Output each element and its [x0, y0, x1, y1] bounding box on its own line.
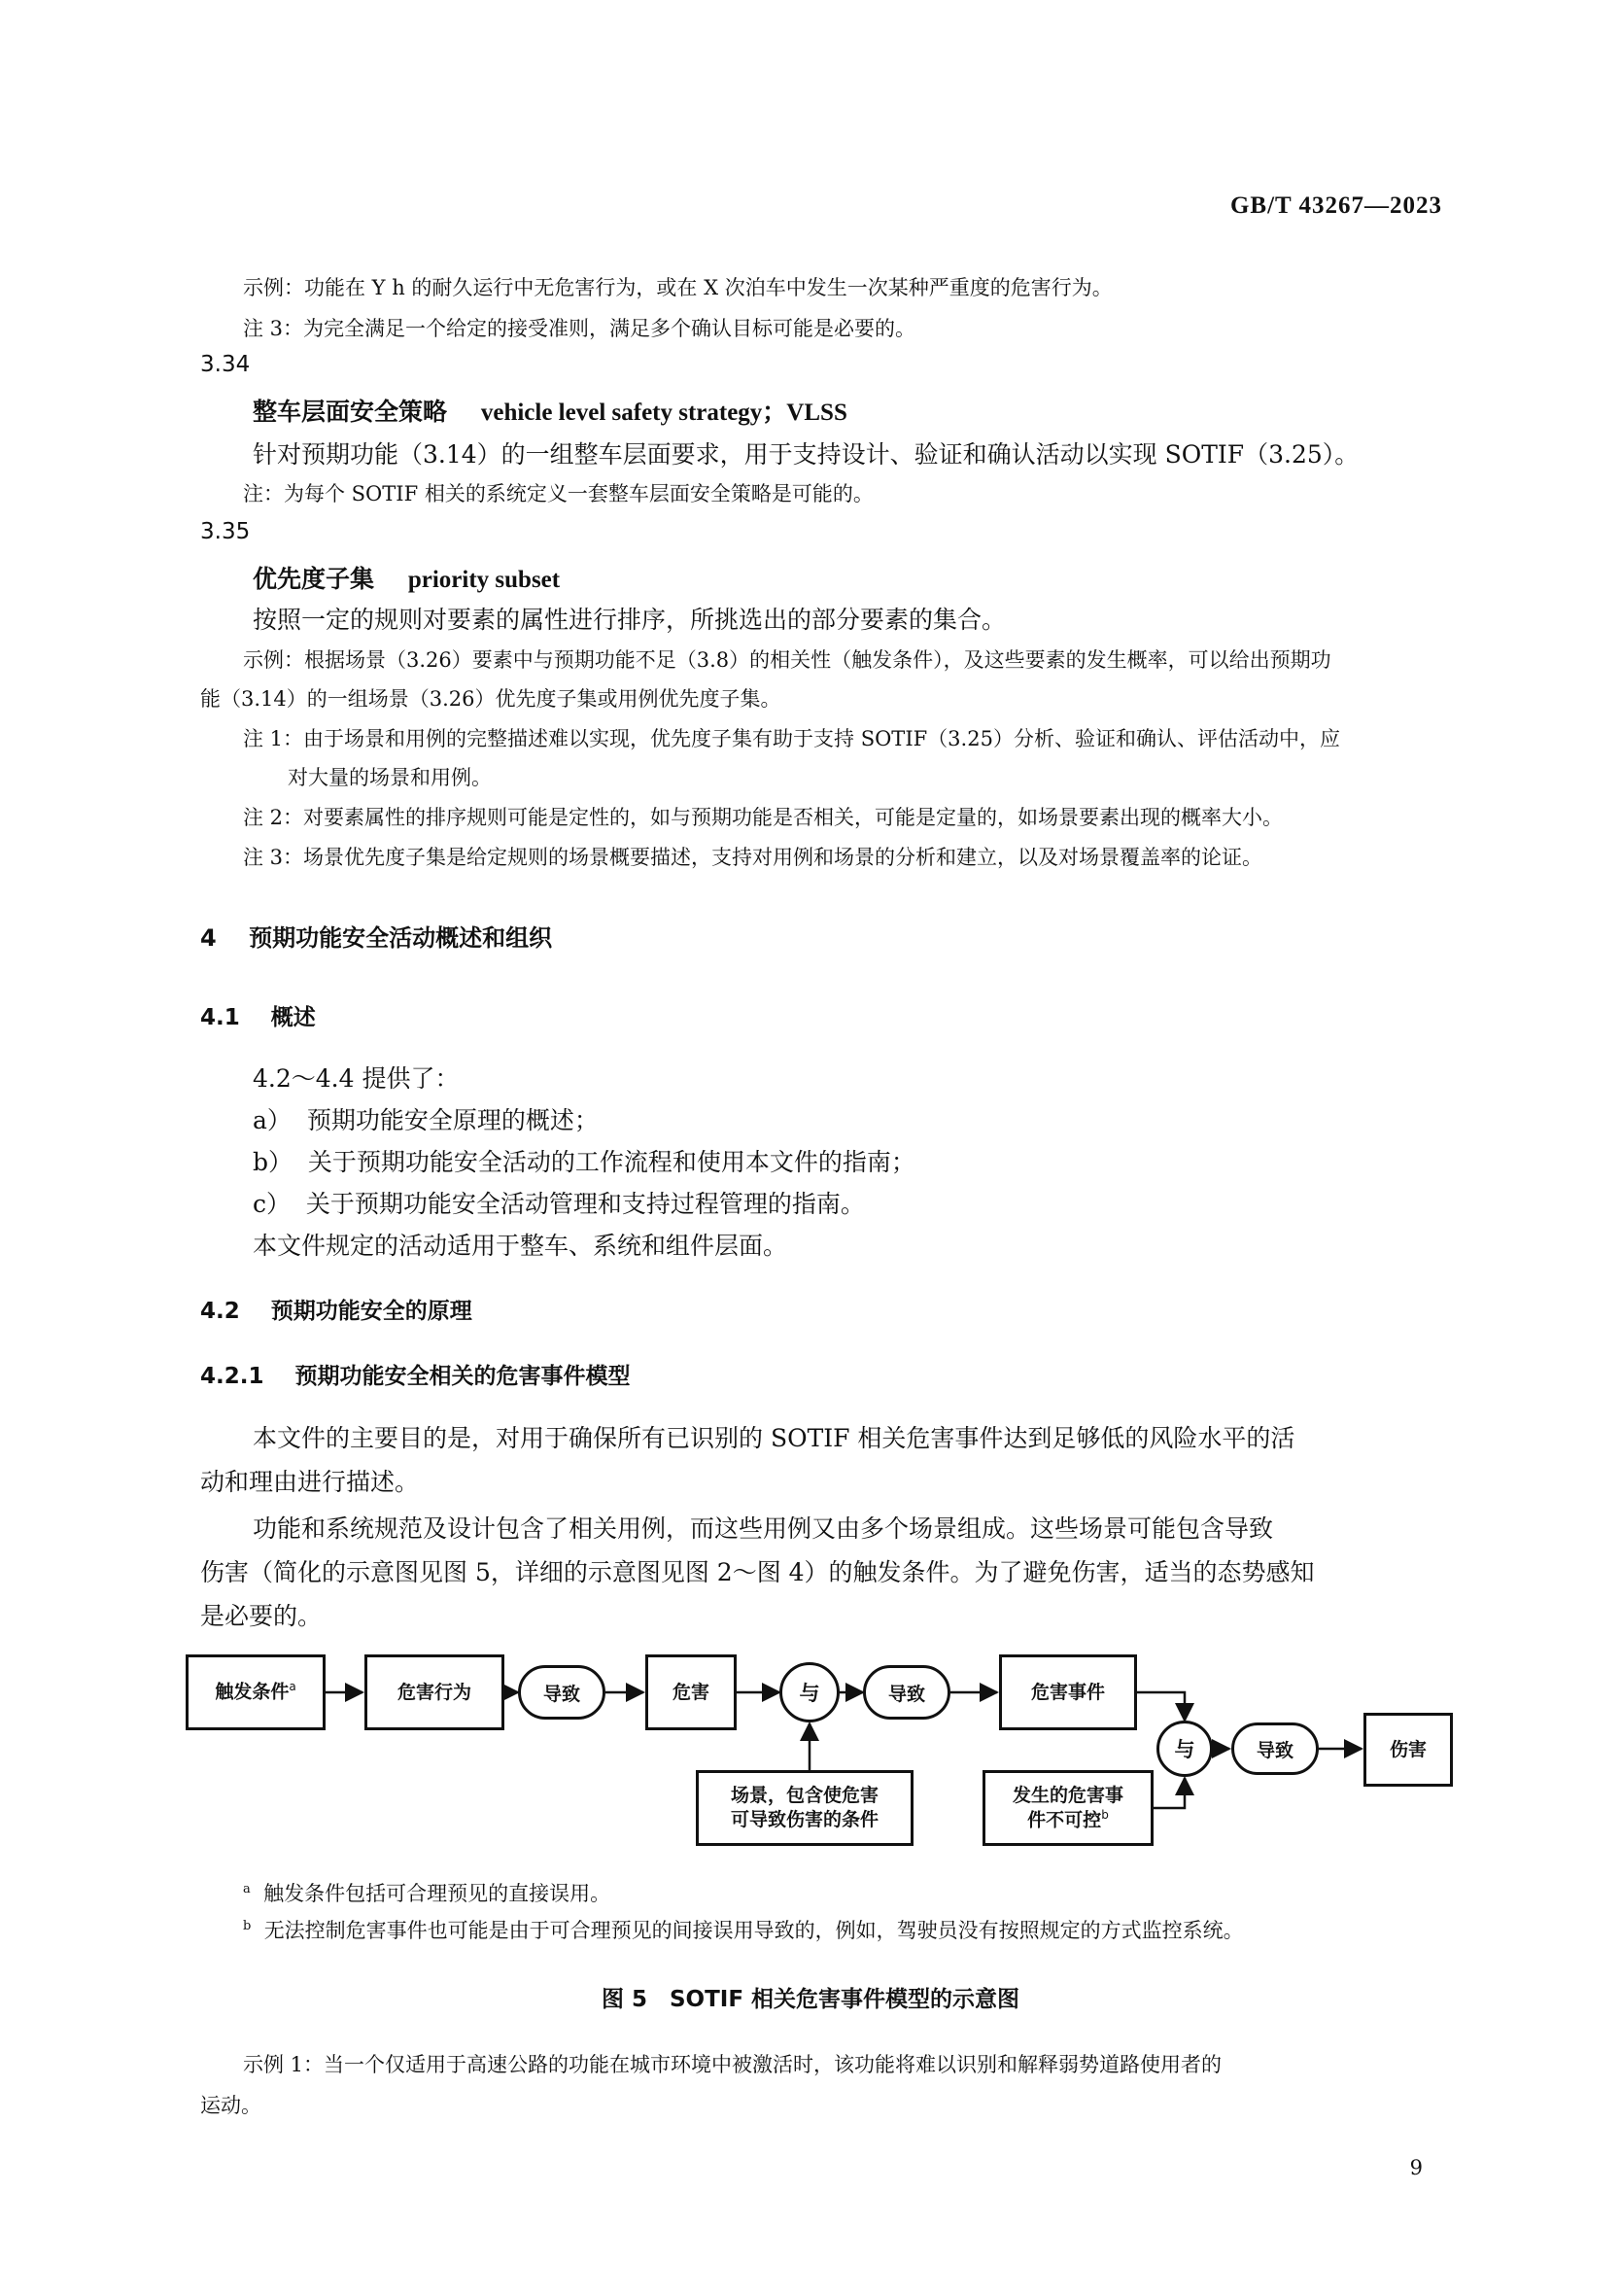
clause-3-35-note1-line1: 注 1：由于场景和用例的完整描述难以实现，优先度子集有助于支持 SOTIF（3.25）分析、验证和确认、评估活动中，应: [243, 727, 1340, 750]
clause-3-35-term: [253, 560, 560, 595]
list-marker: a）: [253, 1106, 292, 1134]
list-marker: c）: [253, 1190, 292, 1218]
top-note-3: 注 3：为完全满足一个给定的接受准则，满足多个确认目标可能是必要的。: [243, 317, 916, 340]
footnote-a: [243, 1878, 610, 1907]
section-4-1-closing: 本文件规定的活动适用于整车、系统和组件层面。: [253, 1232, 788, 1260]
section-4-title: 预期功能安全活动概述和组织: [249, 924, 553, 952]
section-4-2-title: 预期功能安全的原理: [270, 1299, 472, 1324]
section-4-2-1-p2-line3: 是必要的。: [200, 1602, 323, 1630]
footnote-b-text: 无法控制危害事件也可能是由于可合理预见的间接误用导致的，例如，驾驶员没有按照规定的方式监控系统。: [263, 1919, 1244, 1942]
clause-3-35-definition: 按照一定的规则对要素的属性进行排序，所挑选出的部分要素的集合。: [253, 606, 1007, 634]
uncontrol-footnote-mark: b: [1101, 1807, 1109, 1822]
scenario-line1: 场景，包含使危害: [730, 1785, 879, 1807]
term-en: priority subset: [407, 567, 561, 593]
section-4-1-heading: [200, 999, 316, 1031]
footnote-b-mark: b: [243, 1919, 252, 1933]
term-cn: 整车层面安全策略: [253, 398, 448, 426]
hazardous-behavior-box: 危害行为: [364, 1654, 504, 1730]
page-number: 9: [1409, 2156, 1423, 2179]
list-item-b: [253, 1143, 915, 1178]
section-4-1-intro: 4.2～4.4 提供了：: [253, 1064, 460, 1093]
clause-3-35-note3: 注 3：场景优先度子集是给定规则的场景概要描述，支持对用例和场景的分析和建立，以及对场景覆盖率的论证。: [243, 846, 1263, 869]
list-text: 关于预期功能安全活动管理和支持过程管理的指南。: [305, 1190, 865, 1218]
section-4-2-1-p1-line2: 动和理由进行描述。: [200, 1468, 420, 1496]
term-en: vehicle level safety strategy；VLSS: [480, 400, 847, 426]
list-item-c: [253, 1185, 865, 1220]
section-4-number: 4: [200, 924, 217, 952]
section-4-1-title: 概述: [270, 1005, 316, 1030]
bottom-example-line2: 运动。: [200, 2094, 261, 2117]
list-text: 关于预期功能安全活动的工作流程和使用本文件的指南；: [307, 1148, 915, 1176]
uncontrollable-box: [983, 1770, 1154, 1846]
list-item-a: [253, 1101, 599, 1136]
lead-to-pill-2: 导致: [863, 1665, 950, 1720]
lead-to-pill-3: 导致: [1231, 1722, 1319, 1775]
arrow-event-to-and: [1137, 1692, 1185, 1721]
and-circle-2: 与: [1156, 1721, 1213, 1777]
hazard-box: 危害: [645, 1654, 737, 1730]
clause-3-34-number: 3.34: [200, 352, 251, 377]
clause-3-35-example-line2: 能（3.14）的一组场景（3.26）优先度子集或用例优先度子集。: [200, 687, 781, 711]
trigger-footnote-mark: a: [289, 1680, 296, 1694]
section-4-2-1-heading: [200, 1358, 631, 1390]
hazardous-event-box: 危害事件: [999, 1654, 1137, 1730]
scenario-box: [696, 1770, 914, 1846]
trigger-label: 触发条件: [215, 1681, 290, 1703]
section-4-2-heading: [200, 1293, 472, 1325]
figure-caption: 图 5 SOTIF 相关危害事件模型的示意图: [601, 1987, 1020, 2012]
uncontrol-line2: 件不可控: [1027, 1809, 1102, 1831]
list-marker: b）: [253, 1148, 293, 1176]
clause-3-34-note: 注：为每个 SOTIF 相关的系统定义一套整车层面安全策略是可能的。: [243, 482, 874, 505]
section-4-2-1-p2-line1: 功能和系统规范及设计包含了相关用例，而这些用例又由多个场景组成。这些场景可能包含导致: [253, 1514, 1274, 1543]
clause-3-35-number: 3.35: [200, 519, 251, 544]
section-4-2-1-p1-line1: 本文件的主要目的是，对用于确保所有已识别的 SOTIF 相关危害事件达到足够低的风险水平的活: [253, 1424, 1295, 1452]
section-4-heading: [200, 919, 552, 953]
list-text: 预期功能安全原理的概述；: [306, 1106, 599, 1134]
section-4-2-1-p2-line2: 伤害（简化的示意图见图 5，详细的示意图见图 2～图 4）的触发条件。为了避免伤害，适当的态势感知: [200, 1558, 1315, 1586]
section-4-2-number: 4.2: [200, 1299, 240, 1324]
section-4-2-1-title: 预期功能安全相关的危害事件模型: [294, 1364, 631, 1389]
clause-3-34-definition: 针对预期功能（3.14）的一组整车层面要求，用于支持设计、验证和确认活动以实现 SOTIF（3.25）。: [253, 440, 1360, 469]
standard-code: GB/T 43267—2023: [1229, 192, 1442, 219]
footnote-a-mark: a: [243, 1882, 251, 1896]
bottom-example-line1: 示例 1：当一个仅适用于高速公路的功能在城市环境中被激活时，该功能将难以识别和解释弱势道路使用者的: [243, 2053, 1223, 2076]
clause-3-35-note2: 注 2：对要素属性的排序规则可能是定性的，如与预期功能是否相关，可能是定量的，如场景要素出现的概率大小。: [243, 806, 1284, 829]
footnote-a-text: 触发条件包括可合理预见的直接误用。: [263, 1882, 611, 1905]
clause-3-35-note1-line2: 对大量的场景和用例。: [288, 766, 492, 789]
clause-3-34-term: [253, 393, 847, 428]
term-cn: 优先度子集: [253, 565, 375, 593]
and-circle-1: 与: [779, 1662, 840, 1722]
section-4-1-number: 4.1: [200, 1005, 240, 1030]
harm-box: 伤害: [1363, 1713, 1453, 1787]
footnote-b: [243, 1915, 1244, 1944]
section-4-2-1-number: 4.2.1: [200, 1364, 264, 1389]
clause-3-35-example-line1: 示例：根据场景（3.26）要素中与预期功能不足（3.8）的相关性（触发条件），及这些要素的发生概率，可以给出预期功: [243, 648, 1331, 672]
scenario-line2: 可导致伤害的条件: [730, 1809, 879, 1830]
arrow-uncontrol-to-and: [1154, 1778, 1185, 1808]
trigger-condition-box: [186, 1654, 326, 1730]
lead-to-pill-1: 导致: [518, 1665, 605, 1720]
uncontrol-line1: 发生的危害事: [1012, 1785, 1123, 1807]
top-example: 示例：功能在 Y h 的耐久运行中无危害行为，或在 X 次泊车中发生一次某种严重度的危害行为。: [243, 276, 1113, 299]
